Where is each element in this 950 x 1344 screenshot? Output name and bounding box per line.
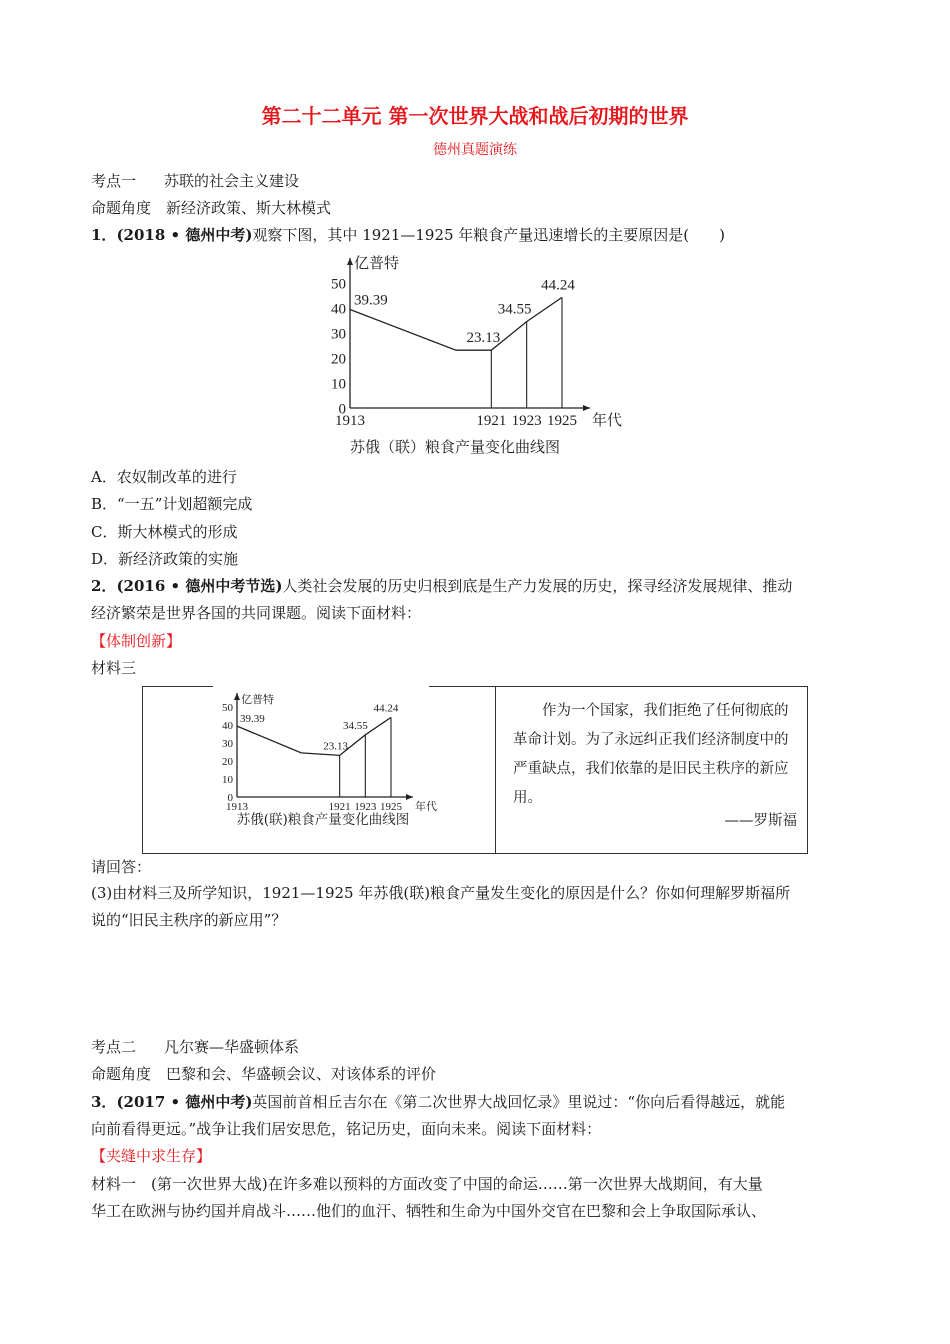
x-tick-label: 1925 [547,413,577,429]
y-tick-label: 20 [222,755,233,768]
section1-angle-text: 新经济政策、斯大林模式 [166,199,332,217]
section1-heading [91,170,299,191]
x-tick-label: 1913 [226,801,248,813]
q1-stem-text: 观察下图，其中 1921—1925 年粮食产量迅速增长的主要原因是( ) [252,226,726,244]
section2-angle-text: 巴黎和会、华盛顿会议、对该体系的评价 [166,1065,437,1083]
data-label: 39.39 [354,292,388,309]
section1-kaodian: 考点一 [91,172,137,190]
y-tick-label: 40 [222,719,233,732]
x-tick-label: 1925 [380,801,402,813]
q1-option-c[interactable]: C．斯大林模式的形成 [91,523,238,541]
page-subtitle: 德州真题演练 [433,142,517,158]
section2-angle [91,1063,436,1084]
section2-kaodian: 考点二 [91,1038,137,1056]
grain-chart-1 [320,250,640,460]
quote-author: ——罗斯福 [724,813,797,829]
x-axis-label: 年代 [415,801,437,813]
data-label: 39.39 [240,713,265,726]
q1-option-a[interactable]: A．农奴制改革的进行 [91,468,237,486]
data-label: 34.55 [342,719,368,732]
x-tick-label: 1913 [335,413,365,429]
q2-tag: 【体制创新】 [91,632,182,650]
y-tick-label: 20 [331,351,346,368]
q1-source: (2018 • 德州中考) [116,226,253,244]
x-tick-label: 1921 [328,801,351,813]
y-axis-label: 亿普特 [241,694,274,706]
section1-kaodian-text: 苏联的社会主义建设 [164,172,300,190]
q3-stem-text1: 英国前首相丘吉尔在《第二次世界大战回忆录》里说过：“你向后看得越远，就能 [252,1093,786,1111]
q2-material-label: 材料三 [91,659,137,677]
y-axis-arrow [234,693,240,700]
roosevelt-quote: 作为一个国家，我们拒绝了任何彻底的革命计划。为了永远纠正我们经济制度中的严重缺点，我们依靠的是旧民主秩序的新应用。 [513,703,789,806]
chart-caption: 苏俄(联)粮食产量变化曲线图 [236,812,410,828]
y-tick-label: 40 [331,301,346,318]
y-tick-label: 10 [331,376,346,393]
box-divider [495,687,496,853]
q2-source: (2016 • 德州中考节选) [116,577,283,595]
q3-number: 3． [91,1093,117,1111]
data-label: 44.24 [541,277,575,294]
q2-stem-line2: 经济繁荣是世界各国的共同课题。阅读下面材料： [91,604,422,622]
q3-tag: 【夹缝中求生存】 [91,1147,212,1165]
x-tick-label: 1923 [354,801,377,813]
q2-stem-text1: 人类社会发展的历史归根到底是生产力发展的历史，探寻经济发展规律、推动 [282,577,793,595]
x-axis-arrow [406,794,413,800]
q3-material1-line1: 材料一 (第一次世界大战)在许多难以预料的方面改变了中国的命运……第一次世界大战期间，有大量 [91,1175,763,1193]
q2-sub3-line2: 说的“旧民主秩序的新应用”？ [91,911,287,929]
y-tick-label: 30 [222,737,233,750]
x-tick-label: 1923 [511,413,542,429]
y-tick-label: 10 [222,773,233,786]
y-tick-label: 0 [338,401,346,418]
y-tick-label: 50 [331,276,346,293]
section1-angle-label: 命题角度 [91,199,152,217]
y-tick-label: 50 [222,701,233,714]
q1-stem [91,224,725,245]
x-axis-arrow [583,405,590,411]
data-label: 44.24 [373,702,399,715]
x-axis-label: 年代 [592,413,623,429]
q3-source: (2017 • 德州中考) [116,1093,253,1111]
y-axis-label: 亿普特 [354,256,400,272]
q2-number: 2． [91,577,117,595]
section2-heading [91,1036,299,1057]
y-axis-arrow [347,258,353,265]
q3-material1-line2: 华工在欧洲与协约国并肩战斗……他们的血汗、牺牲和生命为中国外交官在巴黎和会上争取国际承认、 [91,1202,767,1220]
data-label: 34.55 [497,301,532,318]
q2-sub3-line1: (3)由材料三及所学知识，1921—1925 年苏俄(联)粮食产量发生变化的原因是什么？你如何理解罗斯福所 [91,884,791,902]
y-tick-label: 0 [227,791,233,804]
section2-kaodian-text: 凡尔赛—华盛顿体系 [164,1038,300,1056]
q1-option-b[interactable]: B．“一五”计划超额完成 [91,495,253,513]
data-label: 23.13 [466,330,501,347]
q1-option-d[interactable]: D．新经济政策的实施 [91,550,239,568]
x-tick-label: 1921 [476,413,507,429]
q3-stem-line1 [91,1091,785,1112]
material-three-box [142,686,808,854]
q2-ask: 请回答： [91,858,152,876]
chart-caption: 苏俄（联）粮食产量变化曲线图 [349,438,561,456]
q3-stem-line2: 向前看得更远。”战争让我们居安思危，铭记历史，面向未来。阅读下面材料： [91,1120,602,1138]
q2-stem-line1 [91,575,792,596]
q1-number: 1． [91,226,117,244]
section2-angle-label: 命题角度 [91,1065,152,1083]
y-tick-label: 30 [331,326,346,343]
section1-angle [91,197,331,218]
data-label: 23.13 [323,740,349,753]
grain-chart-2 [151,689,491,849]
page-title: 第二十二单元 第一次世界大战和战后初期的世界 [261,104,689,128]
